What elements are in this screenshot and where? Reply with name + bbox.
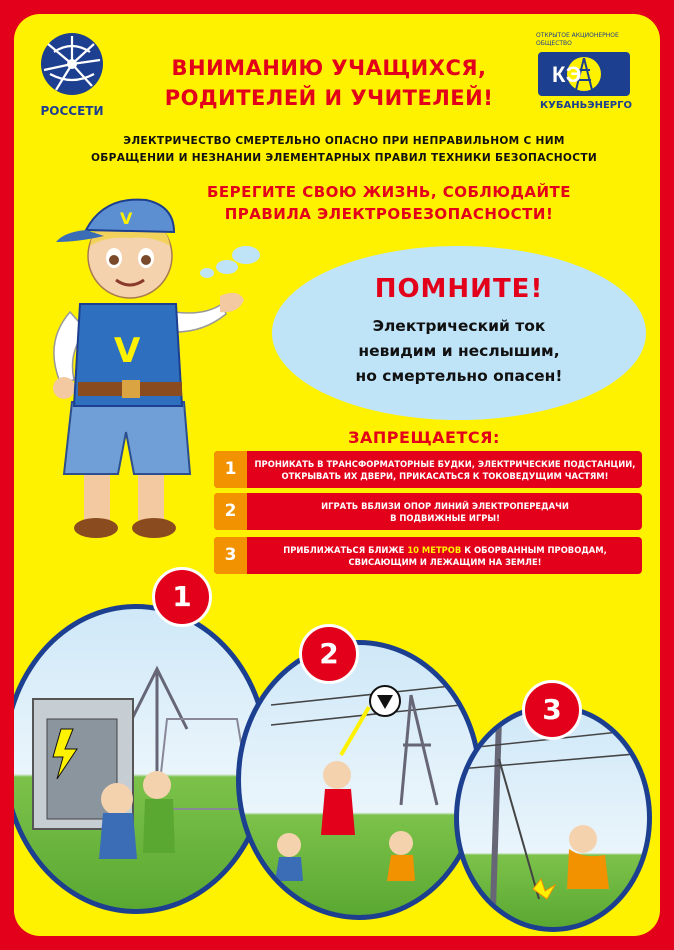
page-title-line2: РОДИТЕЛЕЙ И УЧИТЕЛЕЙ! <box>164 86 494 110</box>
remember-heading: ПОМНИТЕ! <box>374 274 544 304</box>
kubanenergo-caption: ОТКРЫТОЕ АКЦИОНЕРНОЕ ОБЩЕСТВО <box>536 32 619 47</box>
poster-panel <box>14 14 660 936</box>
rosseti-label: РОССЕТИ <box>40 104 104 118</box>
subtitle-line2: ОБРАЩЕНИИ И НЕЗНАНИИ ЭЛЕМЕНТАРНЫХ ПРАВИЛ ТЕХНИКИ БЕЗОПАСНОСТИ <box>90 152 598 164</box>
scene-3-number: 3 <box>522 680 582 740</box>
mascot-illustration <box>34 192 244 552</box>
rule-text: ПРИБЛИЖАТЬСЯ БЛИЖЕ 10 МЕТРОВ К ОБОРВАННЫМ ПРОВОДАМ, СВИСАЮЩИМ И ЛЕЖАЩИМ НА ЗЕМЛЕ! <box>283 544 607 567</box>
rosseti-logo <box>30 30 114 130</box>
thought-bubble-dots <box>194 250 254 290</box>
save-life-line2: ПРАВИЛА ЭЛЕКТРОБЕЗОПАСНОСТИ! <box>224 205 554 223</box>
rule-number: 2 <box>214 493 247 530</box>
remember-line3: но смертельно опасен! <box>355 367 563 385</box>
svg-text:V: V <box>120 209 133 228</box>
rosseti-star-icon <box>30 30 114 102</box>
forbidden-rule-3 <box>214 537 642 574</box>
mascot-boy <box>34 192 244 552</box>
forbidden-rule-1 <box>214 451 642 488</box>
scene-2-oval <box>236 640 482 920</box>
page-title-line1: ВНИМАНИЮ УЧАЩИХСЯ, <box>171 56 487 80</box>
save-life-line1: БЕРЕГИТЕ СВОЮ ЖИЗНЬ, СОБЛЮДАЙТЕ <box>207 183 571 201</box>
subtitle-line1: ЭЛЕКТРИЧЕСТВО СМЕРТЕЛЬНО ОПАСНО ПРИ НЕПРАВИЛЬНОМ С НИМ <box>123 135 565 147</box>
ball-near-power-line-scene-icon <box>241 645 477 915</box>
remember-line2: невидим и неслышим, <box>358 342 560 360</box>
lightning-tower-icon <box>538 52 630 96</box>
rule-number: 1 <box>214 451 247 488</box>
transformer-booth-scene-icon <box>14 609 265 909</box>
kubanenergo-emblem <box>538 52 630 96</box>
kubanenergo-mark: КЭ <box>552 62 582 87</box>
distance-highlight: 10 МЕТРОВ <box>407 544 462 555</box>
forbidden-rule-2 <box>214 493 642 530</box>
remember-bubble <box>272 246 646 420</box>
kubanenergo-label: КУБАНЬЭНЕРГО <box>540 100 632 111</box>
remember-line1: Электрический ток <box>372 317 546 335</box>
scene-1-oval <box>14 604 270 914</box>
rule-text: ПРОНИКАТЬ В ТРАНСФОРМАТОРНЫЕ БУДКИ, ЭЛЕКТРИЧЕСКИЕ ПОДСТАНЦИИ, ОТКРЫВАТЬ ИХ ДВЕРИ, ПРИКАСАТЬСЯ К ТОКОВЕДУЩИМ ЧАСТЯМ! <box>254 458 636 481</box>
rule-number: 3 <box>214 537 247 574</box>
forbidden-heading: ЗАПРЕЩАЕТСЯ: <box>348 428 500 447</box>
scene-2-number: 2 <box>299 624 359 684</box>
rule-text: ИГРАТЬ ВБЛИЗИ ОПОР ЛИНИЙ ЭЛЕКТРОПЕРЕДАЧИ В ПОДВИЖНЫЕ ИГРЫ! <box>321 500 569 523</box>
kubanenergo-logo <box>536 32 636 120</box>
scene-1-number: 1 <box>152 567 212 627</box>
mascot-badge: V <box>114 331 141 371</box>
broken-wire-scene-icon <box>459 709 647 927</box>
